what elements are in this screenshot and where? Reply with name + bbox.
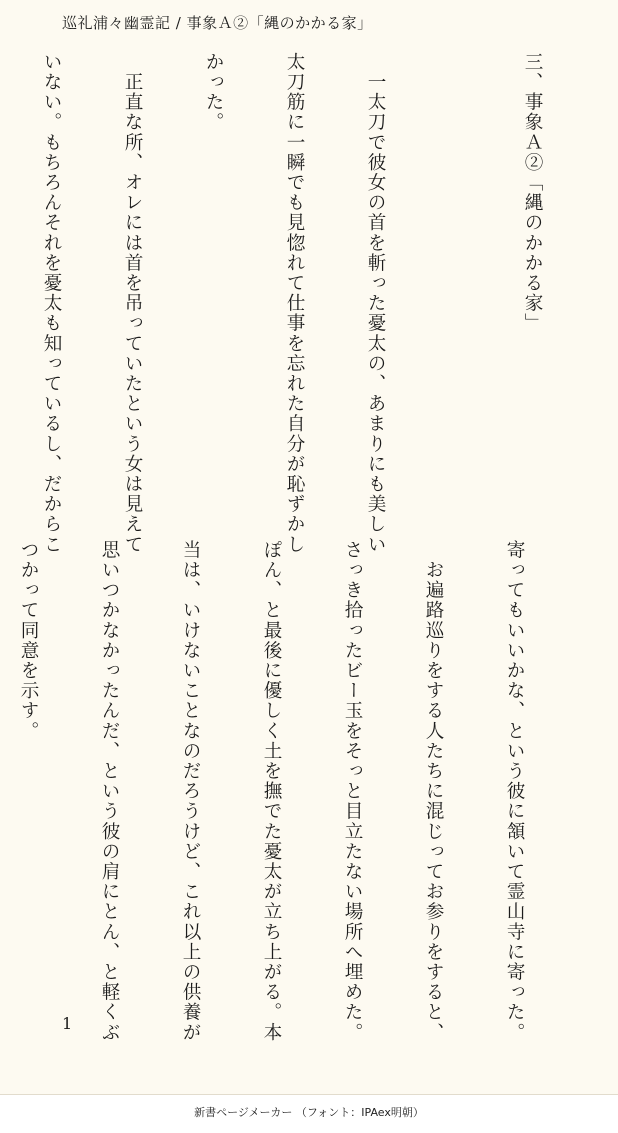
text-line: 一太刀で彼女の首を斬った憂太の、あまりにも美しい bbox=[365, 52, 386, 555]
text-line: お遍路巡りをする人たちに混じってお参りをすると、 bbox=[423, 540, 444, 1043]
running-head: 巡礼浦々幽霊記 / 事象Ａ②「縄のかかる家」 bbox=[62, 14, 373, 32]
text-line: 太刀筋に一瞬でも見惚れて仕事を忘れた自分が恥ずかし bbox=[284, 52, 305, 555]
text-line: かった。 bbox=[203, 52, 224, 133]
text-line: いない。もちろんそれを憂太も知っているし、だからこ bbox=[41, 52, 62, 555]
footer-credit: 新書ページメーカー （フォント：IPAex明朝） bbox=[194, 1106, 424, 1119]
lower-text-column bbox=[0, 540, 582, 1043]
page-number: 1 bbox=[62, 1014, 73, 1033]
upper-text-column bbox=[0, 52, 600, 555]
text-line: 当は、いけないことなのだろうけど、これ以上の供養が bbox=[180, 540, 201, 1043]
text-line: つかって同意を示す。 bbox=[18, 540, 39, 741]
text-line: 寄ってもいいかな、という彼に頷いて霊山寺に寄った。 bbox=[504, 540, 525, 1043]
text-line: さっき拾ったビー玉をそっと目立たない場所へ埋めた。 bbox=[342, 540, 363, 1043]
chapter-heading: 三、事象Ａ②「縄のかかる家」 bbox=[522, 52, 543, 334]
text-line: 正直な所、オレには首を吊っていたという女は見えて bbox=[122, 52, 143, 555]
text-line: 思いつかなかったんだ、という彼の肩にとん、と軽くぶ bbox=[99, 540, 120, 1043]
text-line: ぽん、と最後に優しく土を撫でた憂太が立ち上がる。本 bbox=[261, 540, 282, 1043]
